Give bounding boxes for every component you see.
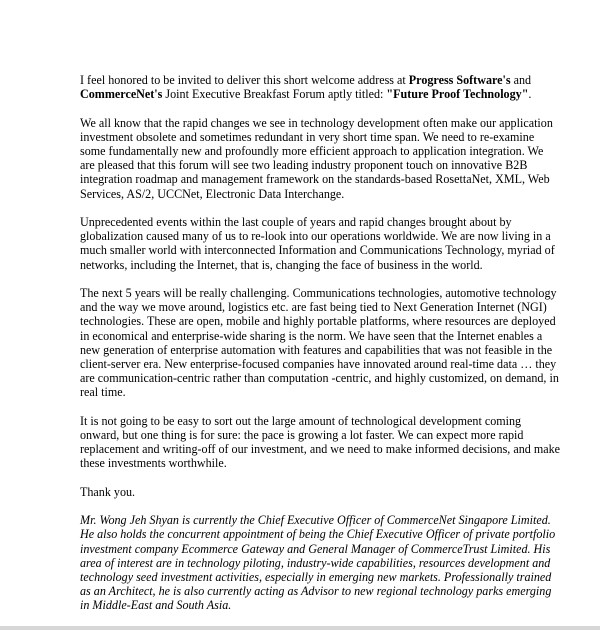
intro-period: . — [528, 87, 532, 102]
paragraph-line: integration roadmap and management framework on the standards-based RosettaNet, XML, Web — [80, 172, 550, 187]
paragraph-line: much smaller world with interconnected Information and Communications Technology, myriad of — [80, 243, 555, 258]
intro-line-2 — [80, 87, 532, 102]
speaker-bio — [80, 513, 556, 613]
paragraph-line: We all know that the rapid changes we see in technology development often make our application — [80, 115, 553, 130]
paragraph-line: some fundamentally new and profoundly more efficient approach to application integration. We — [80, 144, 544, 158]
paragraph-line: technologies. These are open, mobile and highly portable platforms, where resources are deployed — [80, 314, 556, 329]
paragraph-line: and the way we move around, logistics etc. are fast being tied to Next Generation Internet (NGI) — [80, 300, 547, 315]
bio-line: investment company Ecommerce Gateway and General Manager of CommerceTrust Limited. His — [80, 541, 551, 556]
paragraph-line: The next 5 years will be really challenging. Communications technologies, automotive technology — [80, 286, 557, 300]
bio-line: as an Architect, he is also currently acting as Advisor to new regional technology parks emerging — [80, 584, 552, 599]
paragraph-line: onward, but one thing is for sure: the pace is growing a lot faster. We can expect more rapid — [80, 428, 524, 443]
paragraph-line: It is not going to be easy to sort out the large amount of technological development coming — [80, 413, 522, 428]
intro-prefix: I feel honored to be invited to deliver this short welcome address at — [80, 73, 409, 87]
paragraph-line: Unprecedented events within the last couple of years and rapid changes brought about by — [80, 215, 512, 229]
bio-line: in Middle-East and South Asia. — [80, 598, 232, 613]
paragraph-line: real time. — [80, 385, 126, 400]
bio-line: technology seed investment activities, especially in emerging new markets. Professionally trained — [80, 570, 552, 585]
closing-thank-you: Thank you. — [80, 484, 136, 499]
paragraph-line: replacement and writing-off of our investment, and we need to make informed decisions, and make — [80, 442, 561, 457]
intro-paragraph — [80, 73, 532, 102]
paragraph-investment — [80, 413, 561, 471]
commercenet-name: CommerceNet's — [80, 87, 163, 102]
progress-software-name: Progress Software's — [408, 73, 511, 87]
page-bottom-edge — [0, 626, 600, 630]
intro-forum-text: Joint Executive Breakfast Forum aptly titled: — [162, 87, 387, 102]
paragraph-line: globalization caused many of us to re-look into our operations worldwide. We are now living in a — [80, 229, 551, 244]
paragraph-technology-changes — [80, 115, 553, 201]
paragraph-next-five-years — [80, 286, 559, 400]
paragraph-line: new generation of enterprise automation with features and capabilities that was not feasible in the — [80, 342, 553, 357]
bio-line: Mr. Wong Jeh Shyan is currently the Chief Executive Officer of CommerceNet Singapore Limited. — [80, 513, 551, 528]
intro-and: and — [510, 73, 532, 87]
forum-title: "Future Proof Technology" — [386, 87, 529, 102]
paragraph-line: Services, AS/2, UCCNet, Electronic Data Interchange. — [80, 186, 345, 201]
bio-line: He also holds the concurrent appointment of being the Chief Executive Officer of private portfolio — [80, 527, 556, 542]
paragraph-line: client-server era. New enterprise-focused companies have innovated around real-time data … they — [80, 357, 557, 372]
intro-line-1 — [80, 73, 532, 87]
paragraph-line: these investments worthwhile. — [80, 456, 227, 471]
paragraph-line: are pleased that this forum will see two leading industry proponent touch on innovative B2B — [80, 158, 528, 173]
paragraph-line: are communication-centric rather than computation -centric, and highly customized, on demand, in — [80, 371, 559, 386]
paragraph-line: networks, including the Internet, that is, changing the face of business in the world. — [80, 257, 483, 272]
paragraph-line: investment obsolete and sometimes redundant in very short time span. We need to re-examine — [80, 129, 535, 144]
paragraph-globalization — [80, 215, 555, 272]
bio-line: area of interest are in technology piloting, industry-wide capabilities, resources development and — [80, 555, 551, 570]
paragraph-line: in economical and enterprise-wide sharing is the norm. We have seen that the Internet enables a — [80, 328, 543, 343]
